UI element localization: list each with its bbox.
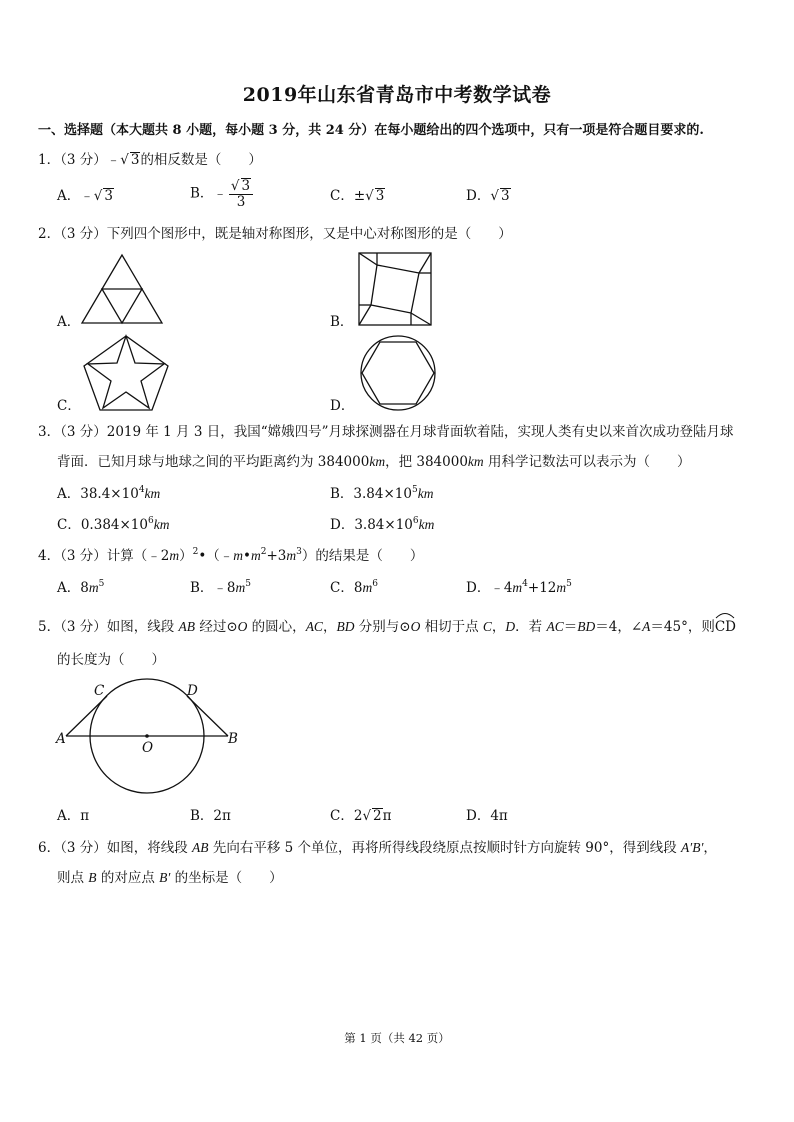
exponent: 5	[411, 485, 418, 495]
question-text: 2019 年 1 月 3 日，我国“嫦娥四号”月球探测器在月球背面软着陆，实现人类有史以来首次成功登陆月球	[106, 424, 734, 440]
variable: m	[362, 580, 373, 595]
q2-option-d-label: D．	[330, 398, 355, 414]
exponent: 3	[296, 547, 302, 557]
figure-circle-hexagon	[359, 334, 437, 412]
variable: m	[235, 580, 246, 595]
coefficient: 8	[80, 580, 89, 596]
exponent: 5	[566, 579, 572, 589]
q3-option-b	[330, 484, 433, 504]
variable: O	[410, 619, 421, 634]
option-label: D．	[466, 580, 491, 596]
option-value: 3.84×10	[353, 486, 412, 502]
q5-option-b	[190, 806, 231, 826]
coefficient: 8	[353, 580, 363, 596]
question-text: ＝	[563, 619, 578, 635]
option-label: B．	[190, 185, 214, 202]
coefficient: 2	[353, 808, 363, 824]
question-text: ）	[179, 548, 193, 564]
fraction: $\frac{√ 3}{3}$	[229, 178, 253, 210]
question-text: •（﹣	[198, 548, 234, 564]
option-label: B．	[190, 808, 214, 824]
unit: km	[369, 454, 386, 469]
variable: B′	[159, 870, 171, 885]
coefficient: ﹣8	[213, 580, 236, 596]
minus-sign: ﹣	[80, 188, 94, 204]
option-label: C．	[330, 580, 354, 596]
question-text: ＝4，∠	[595, 619, 643, 635]
variable: A	[642, 619, 651, 634]
question-text: 如图，将线段	[106, 840, 193, 856]
option-label: A．	[57, 486, 81, 502]
radicand: 3	[375, 188, 385, 204]
exponent: 4	[522, 579, 528, 589]
option-value: 2π	[213, 808, 231, 824]
question-4	[38, 546, 423, 566]
radicand: 3	[500, 188, 510, 204]
q3-option-a	[57, 484, 160, 504]
q1-option-d: D．√ 3	[466, 188, 510, 204]
question-number: 6．	[38, 840, 61, 856]
radicand: 3	[130, 152, 140, 168]
question-text: 如图，线段	[106, 619, 179, 635]
label-c: C	[94, 683, 105, 699]
question-text: 计算（﹣2	[106, 548, 170, 564]
question-text: +3	[266, 548, 287, 564]
label-b: B	[228, 731, 238, 747]
option-label: C．	[57, 517, 81, 533]
label-d: D	[187, 683, 198, 699]
question-5-line-2: 的长度为（ ）	[57, 652, 165, 668]
figure-pentagon-star	[82, 334, 170, 412]
variable: AC	[546, 619, 564, 634]
question-number: 2．	[38, 226, 61, 242]
question-2	[38, 224, 512, 244]
plus-minus-sign: ±	[353, 188, 366, 204]
minus-sign: ﹣	[106, 152, 121, 168]
option-value: 38.4×10	[80, 486, 139, 502]
variable: D	[505, 619, 516, 634]
exponent: 2	[192, 547, 199, 557]
question-text: 先向右平移 5 个单位，再将所得线段绕原点按顺时针方向旋转 90°，得到线段	[208, 840, 682, 856]
question-number: 3．	[38, 424, 61, 440]
exponent: 5	[98, 579, 105, 589]
option-label: D．	[466, 188, 491, 204]
q2-option-b-label: B．	[330, 314, 354, 330]
variable: B	[88, 870, 97, 885]
unit: km	[153, 517, 170, 532]
question-text: 经过⊙	[195, 619, 238, 635]
question-text: ，	[491, 619, 506, 635]
q5-option-a	[57, 806, 89, 826]
option-label: C．	[330, 808, 354, 824]
question-1: 1．（3 分）﹣√ 3的相反数是（ ）	[38, 152, 262, 168]
option-label: D．	[330, 517, 355, 533]
question-text: 的相反数是（ ）	[140, 152, 262, 168]
exponent: 2	[260, 547, 267, 557]
q1-option-b	[190, 178, 255, 210]
question-3-line-2	[57, 452, 690, 472]
unit: km	[467, 454, 484, 469]
variable: AB	[178, 619, 196, 634]
question-6	[38, 838, 717, 858]
unit: km	[417, 486, 434, 501]
variable: m	[251, 548, 261, 563]
question-text: 的圆心，	[247, 619, 306, 635]
question-text: ，把 384000	[385, 454, 468, 470]
variable: m	[512, 580, 523, 595]
question-score: （3 分）	[60, 424, 107, 440]
question-3	[38, 422, 734, 442]
q1-option-c: C．±√ 3	[330, 188, 385, 204]
q3-option-c	[57, 515, 169, 535]
q2-option-a-label: A．	[57, 314, 81, 330]
arc-mark-icon	[715, 611, 735, 619]
q4-option-a	[57, 578, 104, 598]
option-label: A．	[57, 580, 81, 596]
figure-square-pinwheel	[357, 251, 433, 327]
option-value: 0.384×10	[80, 517, 148, 533]
question-text: 分别与⊙	[354, 619, 411, 635]
coefficient: +12	[527, 580, 557, 596]
section-heading: 一、选择题（本大题共 8 小题，每小题 3 分，共 24 分）在每小题给出的四个选项中，只有一项是符合题目要求的.	[38, 123, 704, 138]
question-score: （3 分）	[60, 226, 107, 242]
exponent: 5	[245, 579, 251, 589]
coefficient: ﹣4	[490, 580, 513, 596]
question-number: 1．	[38, 152, 61, 168]
option-label: B．	[190, 580, 214, 596]
variable: m	[556, 580, 567, 595]
q4-option-c	[330, 578, 378, 598]
question-text: ，	[322, 619, 337, 635]
exponent: 6	[412, 516, 419, 526]
question-score: （3 分）	[60, 152, 107, 168]
label-o: O	[142, 740, 154, 756]
question-text: ，	[703, 840, 717, 856]
q5-option-d	[466, 806, 508, 826]
page-title: 2019年山东省青岛市中考数学试卷	[242, 84, 552, 106]
option-label: A．	[57, 188, 81, 204]
q4-option-b	[190, 578, 251, 598]
question-text: •	[243, 548, 251, 564]
option-label: D．	[466, 808, 491, 824]
option-label: B．	[330, 486, 354, 502]
question-text: 下列四个图形中，既是轴对称图形，又是中心对称图形的是（ ）	[106, 226, 512, 242]
variable: A′B′	[681, 840, 704, 855]
q1-option-a: A．﹣√ 3	[57, 188, 113, 204]
question-text: ＝45°，则	[650, 619, 715, 635]
q5-option-c: C．2√ 2π	[330, 808, 392, 824]
q2-option-c-label: C．	[57, 398, 81, 414]
option-value: π	[382, 808, 392, 824]
radicand: 3	[241, 178, 251, 194]
variable: m	[286, 548, 297, 563]
q3-option-d	[330, 515, 434, 535]
radicand: 3	[104, 188, 113, 204]
variable: AC	[305, 619, 323, 634]
variable: BD	[336, 619, 355, 634]
question-score: （3 分）	[60, 840, 107, 856]
exponent: 4	[138, 485, 145, 495]
question-score: （3 分）	[60, 619, 107, 635]
question-score: （3 分）	[60, 548, 107, 564]
variable: BD	[577, 619, 596, 634]
radicand: 2	[373, 808, 382, 824]
option-value: 3.84×10	[354, 517, 413, 533]
minus-sign: ﹣	[213, 185, 227, 202]
question-number: 4．	[38, 548, 61, 564]
label-a: A	[56, 731, 66, 747]
question-text: 背面．已知月球与地球之间的平均距离约为 384000	[57, 454, 370, 470]
variable: m	[169, 548, 180, 563]
question-text: 的坐标是（ ）	[170, 870, 283, 886]
exponent: 6	[147, 516, 154, 526]
question-text: 的对应点	[96, 870, 160, 886]
page-footer: 第 1 页（共 42 页）	[344, 1031, 450, 1045]
figure-triangle-subdivided	[80, 253, 164, 325]
variable: AB	[192, 840, 209, 855]
variable: m	[233, 548, 244, 563]
question-number: 5．	[38, 619, 61, 635]
option-label: A．	[57, 808, 81, 824]
question-text: 相切于点	[420, 619, 483, 635]
arc-notation	[715, 617, 736, 637]
option-value: π	[80, 808, 90, 824]
option-label: C．	[330, 188, 354, 204]
question-text: ）的结果是（ ）	[301, 548, 424, 564]
q4-option-d	[466, 578, 572, 598]
unit: km	[418, 517, 435, 532]
variable: O	[237, 619, 248, 634]
unit: km	[144, 486, 161, 501]
question-text: 用科学记数法可以表示为（ ）	[483, 454, 691, 470]
exponent: 6	[372, 579, 378, 589]
question-6-line-2	[57, 868, 283, 888]
variable: C	[482, 619, 492, 634]
question-5	[38, 617, 736, 637]
question-text: ．若	[515, 619, 547, 635]
denominator: 3	[236, 194, 246, 210]
option-value: 4π	[490, 808, 508, 824]
question-text: 则点	[57, 870, 89, 886]
arc-label: CD	[714, 619, 736, 635]
variable: m	[88, 580, 99, 595]
